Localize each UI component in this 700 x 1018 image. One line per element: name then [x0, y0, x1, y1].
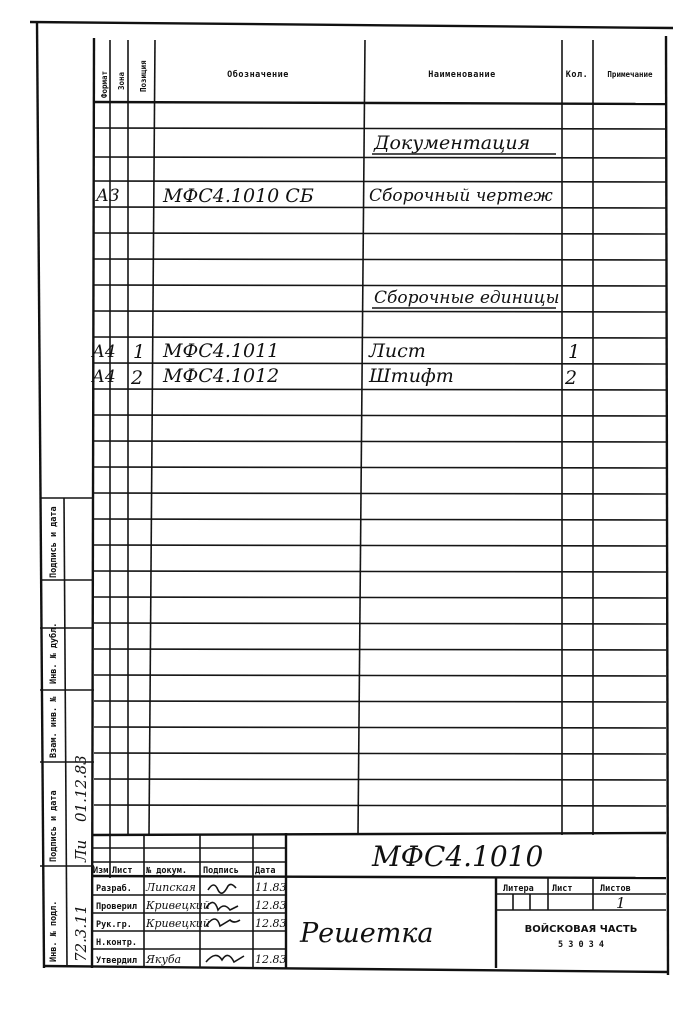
role-label: Н.контр.	[96, 938, 137, 948]
document-code: МФС4.1010	[372, 840, 544, 873]
doc-designation: МФС4.1010 СБ	[163, 185, 314, 207]
role-label: Рук.гр.	[96, 920, 132, 930]
header-note: Примечание	[607, 70, 653, 79]
signature-mark	[206, 919, 240, 926]
signer-name: Кривецкий	[146, 899, 210, 912]
unit-number: 5 3 0 3 4	[557, 940, 605, 950]
item-qty: 2	[565, 367, 578, 389]
title-block	[92, 833, 666, 968]
col-sign: Подпись	[203, 866, 239, 876]
signer-name: Липская	[146, 881, 196, 894]
side-inv-orig: Инв. № подл.	[49, 900, 59, 962]
item-designation: МФС4.1011	[163, 340, 280, 362]
signature-mark	[206, 955, 244, 962]
header-designation: Обозначение	[227, 70, 289, 80]
spec-table-lines	[30, 22, 673, 975]
role-label: Проверил	[96, 902, 137, 912]
item-qty: 1	[568, 341, 581, 363]
sheet-label: Лист	[552, 884, 573, 894]
sign-date: 12.83	[255, 899, 287, 912]
signature-mark	[208, 884, 236, 893]
item-designation: МФС4.1012	[163, 365, 280, 387]
side-sign-date-top: Подпись и дата	[49, 506, 59, 578]
item-row	[91, 365, 577, 389]
item-name: Лист	[369, 340, 426, 362]
header-zone: Зона	[117, 71, 126, 90]
signer-name: Якуба	[146, 953, 182, 966]
sign-date: 11.83	[255, 881, 287, 894]
section-documentation: Документация	[374, 132, 531, 154]
signature-mark	[206, 902, 238, 910]
item-format: А4	[92, 342, 116, 362]
item-name: Штифт	[369, 365, 454, 387]
header-position: Позиция	[139, 60, 148, 92]
side-inv-dup: Инв. № дубл.	[49, 622, 59, 684]
header-name: Наименование	[428, 70, 496, 80]
sign-date: 12.83	[255, 917, 287, 930]
section-assemblies: Сборочные единицы	[374, 288, 560, 308]
side-date-value: 01.12.83	[72, 755, 90, 822]
role-label: Разраб.	[96, 884, 132, 894]
header-qty: Кол.	[565, 70, 589, 80]
col-date: Дата	[255, 866, 276, 876]
sheets-value: 1	[616, 894, 626, 912]
organization-name: ВОЙСКОВАЯ ЧАСТЬ	[524, 924, 638, 935]
side-stamp	[40, 498, 94, 966]
side-sign-value: Ли	[72, 839, 90, 862]
item-format: А4	[92, 367, 116, 387]
header-format: Формат	[100, 70, 109, 98]
col-list: Лист	[112, 866, 133, 876]
side-vzam-inv: Взам. инв. №	[49, 696, 59, 758]
document-title: Решетка	[300, 918, 434, 949]
item-row	[91, 340, 580, 363]
litera-label: Литера	[503, 884, 534, 894]
role-label: Утвердил	[96, 956, 137, 966]
col-doc: № докум.	[146, 866, 187, 876]
sheets-label: Листов	[600, 884, 631, 894]
signer-name: Кривецкий	[146, 917, 210, 930]
side-sign-date-bottom: Подпись и дата	[49, 790, 59, 862]
item-position: 1	[133, 341, 146, 363]
side-inv-value: 72.3.11	[72, 904, 90, 962]
item-position: 2	[131, 367, 144, 389]
col-izm: Изм	[93, 866, 109, 876]
sign-date: 12.83	[255, 953, 287, 966]
doc-format: А3	[96, 186, 120, 206]
doc-name: Сборочный чертеж	[369, 186, 553, 206]
